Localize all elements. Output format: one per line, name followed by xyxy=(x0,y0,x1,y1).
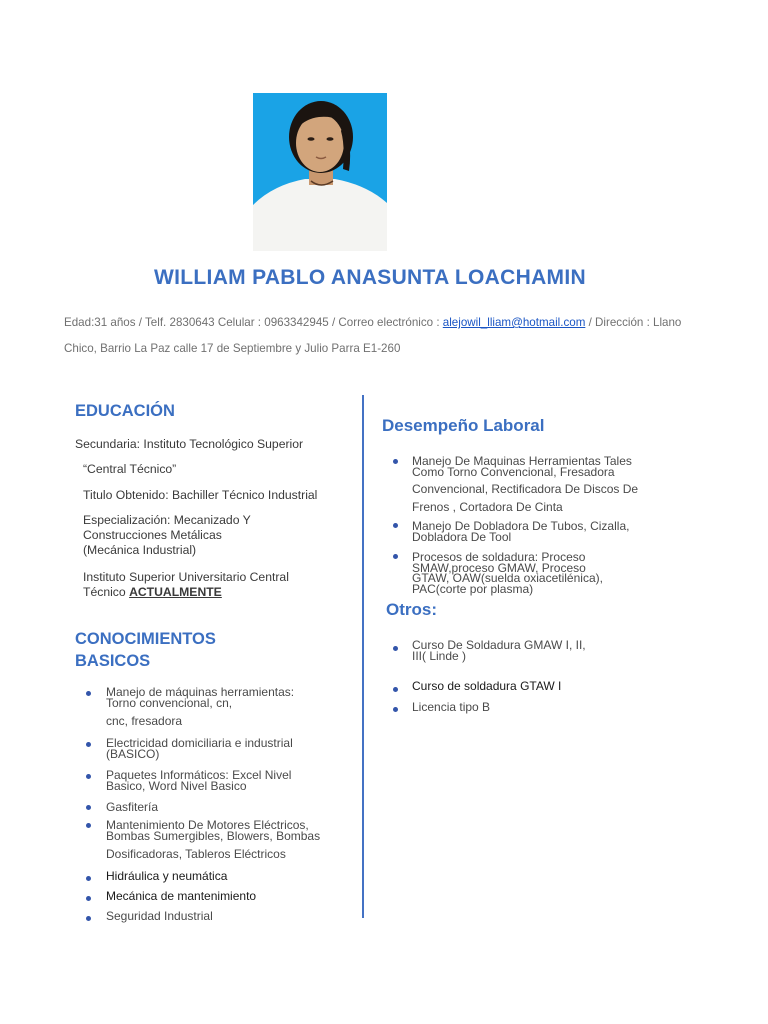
skills-heading xyxy=(75,628,216,672)
bullet-icon xyxy=(86,876,91,881)
education-line: Instituto Superior Universitario Central xyxy=(83,570,289,584)
skill-item xyxy=(106,770,291,791)
bullet-icon xyxy=(86,916,91,921)
education-line xyxy=(83,585,222,600)
work-text: Frenos , Cortadora De Cinta xyxy=(412,500,563,514)
bullet-icon xyxy=(393,687,398,692)
education-line: Titulo Obtenido: Bachiller Técnico Industrial xyxy=(83,488,318,502)
skills-heading-line: CONOCIMIENTOS xyxy=(75,630,216,648)
bullet-icon xyxy=(393,707,398,712)
work-text: Manejo De Maquinas Herramientas Tales xyxy=(412,454,632,468)
education-line: Especialización: Mecanizado Y xyxy=(83,513,251,527)
skill-text: Manejo de máquinas herramientas: xyxy=(106,685,295,699)
education-status: ACTUALMENTE xyxy=(129,585,222,599)
other-text: Licencia tipo B xyxy=(412,700,491,714)
skill-text: Basico, Word Nivel Basico xyxy=(106,778,247,793)
work-text: Manejo De Dobladora De Tubos, Cizalla, xyxy=(412,519,630,533)
skill-text: Bombas Sumergibles, Blowers, Bombas xyxy=(106,828,321,843)
contact-line1-post: / Dirección : Llano xyxy=(585,316,682,329)
bullet-icon xyxy=(86,774,91,779)
education-text: Técnico xyxy=(83,585,130,599)
contact-line1-pre: Edad:31 años / Telf. 2830643 Celular : 0963342945 / Correo electrónico : xyxy=(64,316,443,329)
skill-text: Paquetes Informáticos: Excel Nivel xyxy=(106,768,292,782)
skill-text: Electricidad domiciliaria e industrial xyxy=(106,736,293,750)
skill-text: Torno convencional, cn, xyxy=(106,695,233,710)
education-heading: EDUCACIÓN xyxy=(75,402,175,420)
bullet-icon xyxy=(86,805,91,810)
skills-heading-line: BASICOS xyxy=(75,652,151,670)
email-link[interactable]: alejowil_lliam@hotmail.com xyxy=(442,316,586,329)
skill-item xyxy=(106,738,293,759)
work-item xyxy=(412,456,632,477)
work-heading: Desempeño Laboral xyxy=(382,416,545,435)
bullet-icon xyxy=(86,896,91,901)
others-heading: Otros: xyxy=(386,600,437,619)
education-line: Construcciones Metálicas xyxy=(83,528,222,542)
work-text: Procesos de soldadura: Proceso xyxy=(412,550,586,564)
bullet-icon xyxy=(86,742,91,747)
work-item xyxy=(412,521,629,542)
bullet-icon xyxy=(393,459,398,464)
skill-text: Mecánica de mantenimiento xyxy=(106,889,257,903)
skill-text: Mantenimiento De Motores Eléctricos, xyxy=(106,818,309,832)
contact-info xyxy=(64,310,704,362)
column-divider xyxy=(362,395,364,918)
education-line: (Mecánica Industrial) xyxy=(83,543,197,557)
skill-text: cnc, fresadora xyxy=(106,714,183,728)
other-item xyxy=(412,640,586,661)
work-item xyxy=(412,552,603,594)
other-text: III( Linde ) xyxy=(412,648,467,663)
skill-text: Dosificadoras, Tableros Eléctricos xyxy=(106,847,286,861)
skill-item xyxy=(106,687,294,708)
bullet-icon xyxy=(86,691,91,696)
skill-text: Gasfitería xyxy=(106,800,159,814)
work-text: Dobladora De Tool xyxy=(412,529,512,544)
candidate-name: WILLIAM PABLO ANASUNTA LOACHAMIN xyxy=(154,266,586,289)
bullet-icon xyxy=(393,523,398,528)
other-text: Curso De Soldadura GMAW I, II, xyxy=(412,638,586,652)
bullet-icon xyxy=(86,823,91,828)
work-text: Como Torno Convencional, Fresadora xyxy=(412,464,615,479)
education-line: Secundaria: Instituto Tecnológico Superior xyxy=(75,437,304,451)
skill-item xyxy=(106,820,320,841)
profile-photo xyxy=(253,93,387,251)
bullet-icon xyxy=(393,646,398,651)
skill-text: (BASICO) xyxy=(106,746,160,761)
skill-text: Seguridad Industrial xyxy=(106,909,213,923)
contact-line2: Chico, Barrio La Paz calle 17 de Septiembre y Julio Parra E1-260 xyxy=(64,342,401,355)
bullet-icon xyxy=(393,554,398,559)
education-line: “Central Técnico” xyxy=(83,462,177,476)
work-text: SMAW,proceso GMAW, Proceso xyxy=(412,560,586,575)
work-text: Convencional, Rectificadora De Discos De xyxy=(412,482,639,496)
skill-text: Hidráulica y neumática xyxy=(106,869,228,883)
other-text: Curso de soldadura GTAW I xyxy=(412,679,562,693)
work-text: GTAW, OAW(suelda oxiacetilénica), xyxy=(412,571,603,585)
work-text: PAC(corte por plasma) xyxy=(412,581,534,596)
